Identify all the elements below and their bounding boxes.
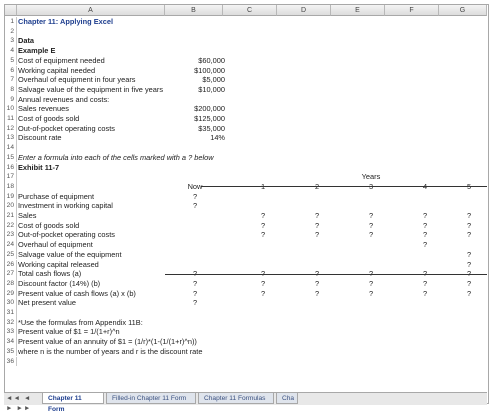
cell-g18[interactable]: 5 <box>466 181 472 191</box>
cell-e21[interactable]: ? <box>368 211 374 220</box>
cell-d29[interactable]: ? <box>314 288 320 298</box>
cell-c22[interactable]: ? <box>260 220 266 230</box>
cell-a30[interactable]: Net present value <box>18 298 76 308</box>
sheet-row <box>5 298 488 308</box>
row-header[interactable]: 22 <box>5 221 17 231</box>
row-header[interactable]: 4 <box>5 46 17 56</box>
column-header-e[interactable]: E <box>331 5 385 16</box>
cell-b10[interactable]: $200,000 <box>194 104 225 114</box>
cell-g26[interactable]: ? <box>466 259 472 269</box>
cell-a24[interactable]: Overhaul of equipment <box>18 240 93 250</box>
cell-a33[interactable]: Present value of $1 = 1/(1+r)^n <box>18 327 120 337</box>
sheet-row <box>5 95 488 105</box>
sheet-row <box>5 240 488 250</box>
cell-a26[interactable]: Working capital released <box>18 259 99 269</box>
cell-a15[interactable]: Enter a formula into each of the cells marked with a ? below <box>18 152 214 162</box>
cell-a21[interactable]: Sales <box>18 211 37 220</box>
row-header[interactable]: 5 <box>5 56 17 66</box>
sheet-tab-4[interactable]: Cha <box>276 393 298 404</box>
cell-a8[interactable]: Salvage value of the equipment in five years <box>18 84 164 94</box>
row-header[interactable]: 32 <box>5 318 17 328</box>
cell-b19[interactable]: ? <box>192 191 198 201</box>
sheet-row <box>5 357 488 367</box>
cell-e17[interactable]: Years <box>361 172 381 182</box>
sheet-row <box>5 337 488 347</box>
cell-a13[interactable]: Discount rate <box>18 133 62 143</box>
cell-a3[interactable]: Data <box>18 36 35 46</box>
row-header[interactable]: 18 <box>5 182 17 192</box>
row-header[interactable]: 34 <box>5 337 17 347</box>
cell-g22[interactable]: ? <box>466 220 472 230</box>
row-header[interactable]: 21 <box>5 211 17 221</box>
cell-b27[interactable]: ? <box>192 269 198 279</box>
cell-a29[interactable]: Present value of cash flows (a) x (b) <box>18 288 136 298</box>
sheet-row <box>5 17 488 27</box>
column-header-g[interactable]: G <box>439 5 487 16</box>
cell-f28[interactable]: ? <box>422 278 428 288</box>
cell-a28[interactable]: Discount factor (14%) (b) <box>18 278 101 288</box>
cell-a32[interactable]: *Use the formulas from Appendix 11B: <box>18 317 143 327</box>
cell-b7[interactable]: $5,000 <box>202 75 225 85</box>
sheet-tab-1[interactable]: Chapter 11 Form <box>42 393 104 404</box>
cell-a7[interactable]: Overhaul of equipment in four years <box>18 75 136 85</box>
cell-d28[interactable]: ? <box>314 278 320 288</box>
sheet-tab-3[interactable]: Chapter 11 Formulas <box>198 393 274 404</box>
sheet-row <box>5 250 488 260</box>
sheet-row <box>5 46 488 56</box>
cell-f23[interactable]: ? <box>422 230 428 240</box>
sheet-row <box>5 260 488 270</box>
row-header[interactable]: 33 <box>5 327 17 337</box>
cell-e18[interactable]: 3 <box>368 181 374 191</box>
sheet-row <box>5 289 488 299</box>
cell-c29[interactable]: ? <box>260 288 266 298</box>
cell-a35[interactable]: where n is the number of years and r is the discount rate <box>18 346 203 356</box>
row-header[interactable]: 29 <box>5 289 17 299</box>
cell-a22[interactable]: Cost of goods sold <box>18 220 80 230</box>
cell-e23[interactable]: ? <box>368 230 374 240</box>
cell-a34[interactable]: Present value of an annuity of $1 = (1/r)*(1-(1/(1+r)^n)) <box>18 337 197 347</box>
row-header[interactable]: 15 <box>5 153 17 163</box>
cell-a20[interactable]: Investment in working capital <box>18 201 113 211</box>
row-header[interactable]: 35 <box>5 347 17 357</box>
row-header[interactable]: 20 <box>5 201 17 211</box>
cell-e27[interactable]: ? <box>368 269 374 279</box>
cell-a16[interactable]: Exhibit 11-7 <box>18 162 60 172</box>
sheet-row <box>5 163 488 173</box>
cell-d23[interactable]: ? <box>314 230 320 240</box>
border-above-total <box>165 274 487 275</box>
cell-a12[interactable]: Out-of-pocket operating costs <box>18 123 115 133</box>
sheet-row <box>5 66 488 76</box>
row-header[interactable]: 12 <box>5 124 17 134</box>
cell-f18[interactable]: 4 <box>422 181 428 191</box>
sheet-row <box>5 85 488 95</box>
cell-b29[interactable]: ? <box>192 288 198 298</box>
sheet-nav-arrows[interactable]: ◄◄ ◄ ► ►► <box>6 395 32 412</box>
sheet-row <box>5 56 488 66</box>
row-header[interactable]: 36 <box>5 357 17 367</box>
row-header[interactable]: 31 <box>5 308 17 318</box>
cell-a19[interactable]: Purchase of equipment <box>18 191 95 201</box>
cell-g23[interactable]: ? <box>466 230 472 240</box>
cell-d27[interactable]: ? <box>314 269 320 279</box>
column-header-b[interactable]: B <box>165 5 223 16</box>
cell-a9[interactable]: Annual revenues and costs: <box>18 94 110 104</box>
sheet-row <box>5 347 488 357</box>
cell-b11[interactable]: $125,000 <box>194 114 225 123</box>
row-header[interactable]: 9 <box>5 95 17 105</box>
cell-c21[interactable]: ? <box>260 211 266 220</box>
cell-c18[interactable]: 1 <box>260 181 266 191</box>
cell-d21[interactable]: ? <box>314 211 320 220</box>
sheet-row <box>5 143 488 153</box>
cell-b6[interactable]: $100,000 <box>194 65 225 75</box>
sheet-row <box>5 133 488 143</box>
sheet-row <box>5 221 488 231</box>
sheet-row <box>5 211 488 221</box>
select-all-corner[interactable] <box>5 5 17 16</box>
cell-e29[interactable]: ? <box>368 288 374 298</box>
row-header[interactable]: 6 <box>5 66 17 76</box>
cell-f29[interactable]: ? <box>422 288 428 298</box>
sheet-row <box>5 104 488 114</box>
row-header[interactable]: 27 <box>5 269 17 279</box>
cell-g27[interactable]: ? <box>466 269 472 279</box>
sheet-row <box>5 279 488 289</box>
cell-b8[interactable]: $10,000 <box>198 84 225 94</box>
row-header[interactable]: 24 <box>5 240 17 250</box>
row-header[interactable]: 23 <box>5 230 17 240</box>
sheet-tab-bar <box>4 392 487 413</box>
sheet-row <box>5 230 488 240</box>
cell-f27[interactable]: ? <box>422 269 428 279</box>
row-header[interactable]: 26 <box>5 260 17 270</box>
row-header[interactable]: 28 <box>5 279 17 289</box>
cell-g29[interactable]: ? <box>466 288 472 298</box>
cell-b12[interactable]: $35,000 <box>198 123 225 133</box>
cell-f24[interactable]: ? <box>422 240 428 250</box>
row-header[interactable]: 16 <box>5 163 17 173</box>
cell-b30[interactable]: ? <box>192 298 198 308</box>
column-header-d[interactable]: D <box>277 5 331 16</box>
sheet-row <box>5 114 488 124</box>
cell-e28[interactable]: ? <box>368 278 374 288</box>
row-header[interactable]: 13 <box>5 133 17 143</box>
cell-d22[interactable]: ? <box>314 220 320 230</box>
cell-a25[interactable]: Salvage value of the equipment <box>18 249 122 259</box>
sheet-row <box>5 308 488 318</box>
row-header[interactable]: 19 <box>5 192 17 202</box>
row-header[interactable]: 10 <box>5 104 17 114</box>
row-header[interactable]: 1 <box>5 17 17 27</box>
cell-d18[interactable]: 2 <box>314 181 320 191</box>
cell-g25[interactable]: ? <box>466 249 472 259</box>
cell-e22[interactable]: ? <box>368 220 374 230</box>
cell-g21[interactable]: ? <box>466 211 472 220</box>
cell-a5[interactable]: Cost of equipment needed <box>18 55 105 65</box>
cell-f21[interactable]: ? <box>422 211 428 220</box>
row-header[interactable]: 11 <box>5 114 17 124</box>
column-header-a[interactable]: A <box>17 5 165 16</box>
cell-c27[interactable]: ? <box>260 269 266 279</box>
sheet-tab-2[interactable]: Filled-in Chapter 11 Form <box>106 393 196 404</box>
cell-b5[interactable]: $60,000 <box>198 55 225 65</box>
sheet-row <box>5 318 488 328</box>
row-header[interactable]: 17 <box>5 172 17 182</box>
cell-f22[interactable]: ? <box>422 220 428 230</box>
cell-c28[interactable]: ? <box>260 278 266 288</box>
row-header[interactable]: 2 <box>5 27 17 37</box>
cell-b28[interactable]: ? <box>192 278 198 288</box>
cell-a1[interactable]: Chapter 11: Applying Excel <box>18 17 114 26</box>
cell-a10[interactable]: Sales revenues <box>18 104 69 114</box>
cell-b20[interactable]: ? <box>192 201 198 211</box>
row-header[interactable]: 7 <box>5 75 17 85</box>
row-header[interactable]: 25 <box>5 250 17 260</box>
sheet-row <box>5 36 488 46</box>
sheet-row <box>5 153 488 163</box>
sheet-row <box>5 201 488 211</box>
sheet-row <box>5 27 488 37</box>
row-header[interactable]: 14 <box>5 143 17 153</box>
cell-a4[interactable]: Example E <box>18 46 56 56</box>
row-header[interactable]: 30 <box>5 298 17 308</box>
column-header-f[interactable]: F <box>385 5 439 16</box>
cell-c23[interactable]: ? <box>260 230 266 240</box>
sheet-row <box>5 124 488 134</box>
row-header[interactable]: 8 <box>5 85 17 95</box>
spreadsheet[interactable] <box>4 4 489 412</box>
cell-a11[interactable]: Cost of goods sold <box>18 114 80 123</box>
cell-g28[interactable]: ? <box>466 278 472 288</box>
cell-a6[interactable]: Working capital needed <box>18 65 96 75</box>
sheet-row <box>5 192 488 202</box>
border-above-years <box>201 186 487 187</box>
row-header[interactable]: 3 <box>5 36 17 46</box>
sheet-row <box>5 75 488 85</box>
sheet-row <box>5 172 488 182</box>
column-header-c[interactable]: C <box>223 5 277 16</box>
sheet-row <box>5 327 488 337</box>
cell-a27[interactable]: Total cash flows (a) <box>18 269 82 279</box>
cell-b13[interactable]: 14% <box>210 133 225 143</box>
cell-a23[interactable]: Out-of-pocket operating costs <box>18 230 115 240</box>
cell-b18[interactable]: Now <box>187 181 203 191</box>
